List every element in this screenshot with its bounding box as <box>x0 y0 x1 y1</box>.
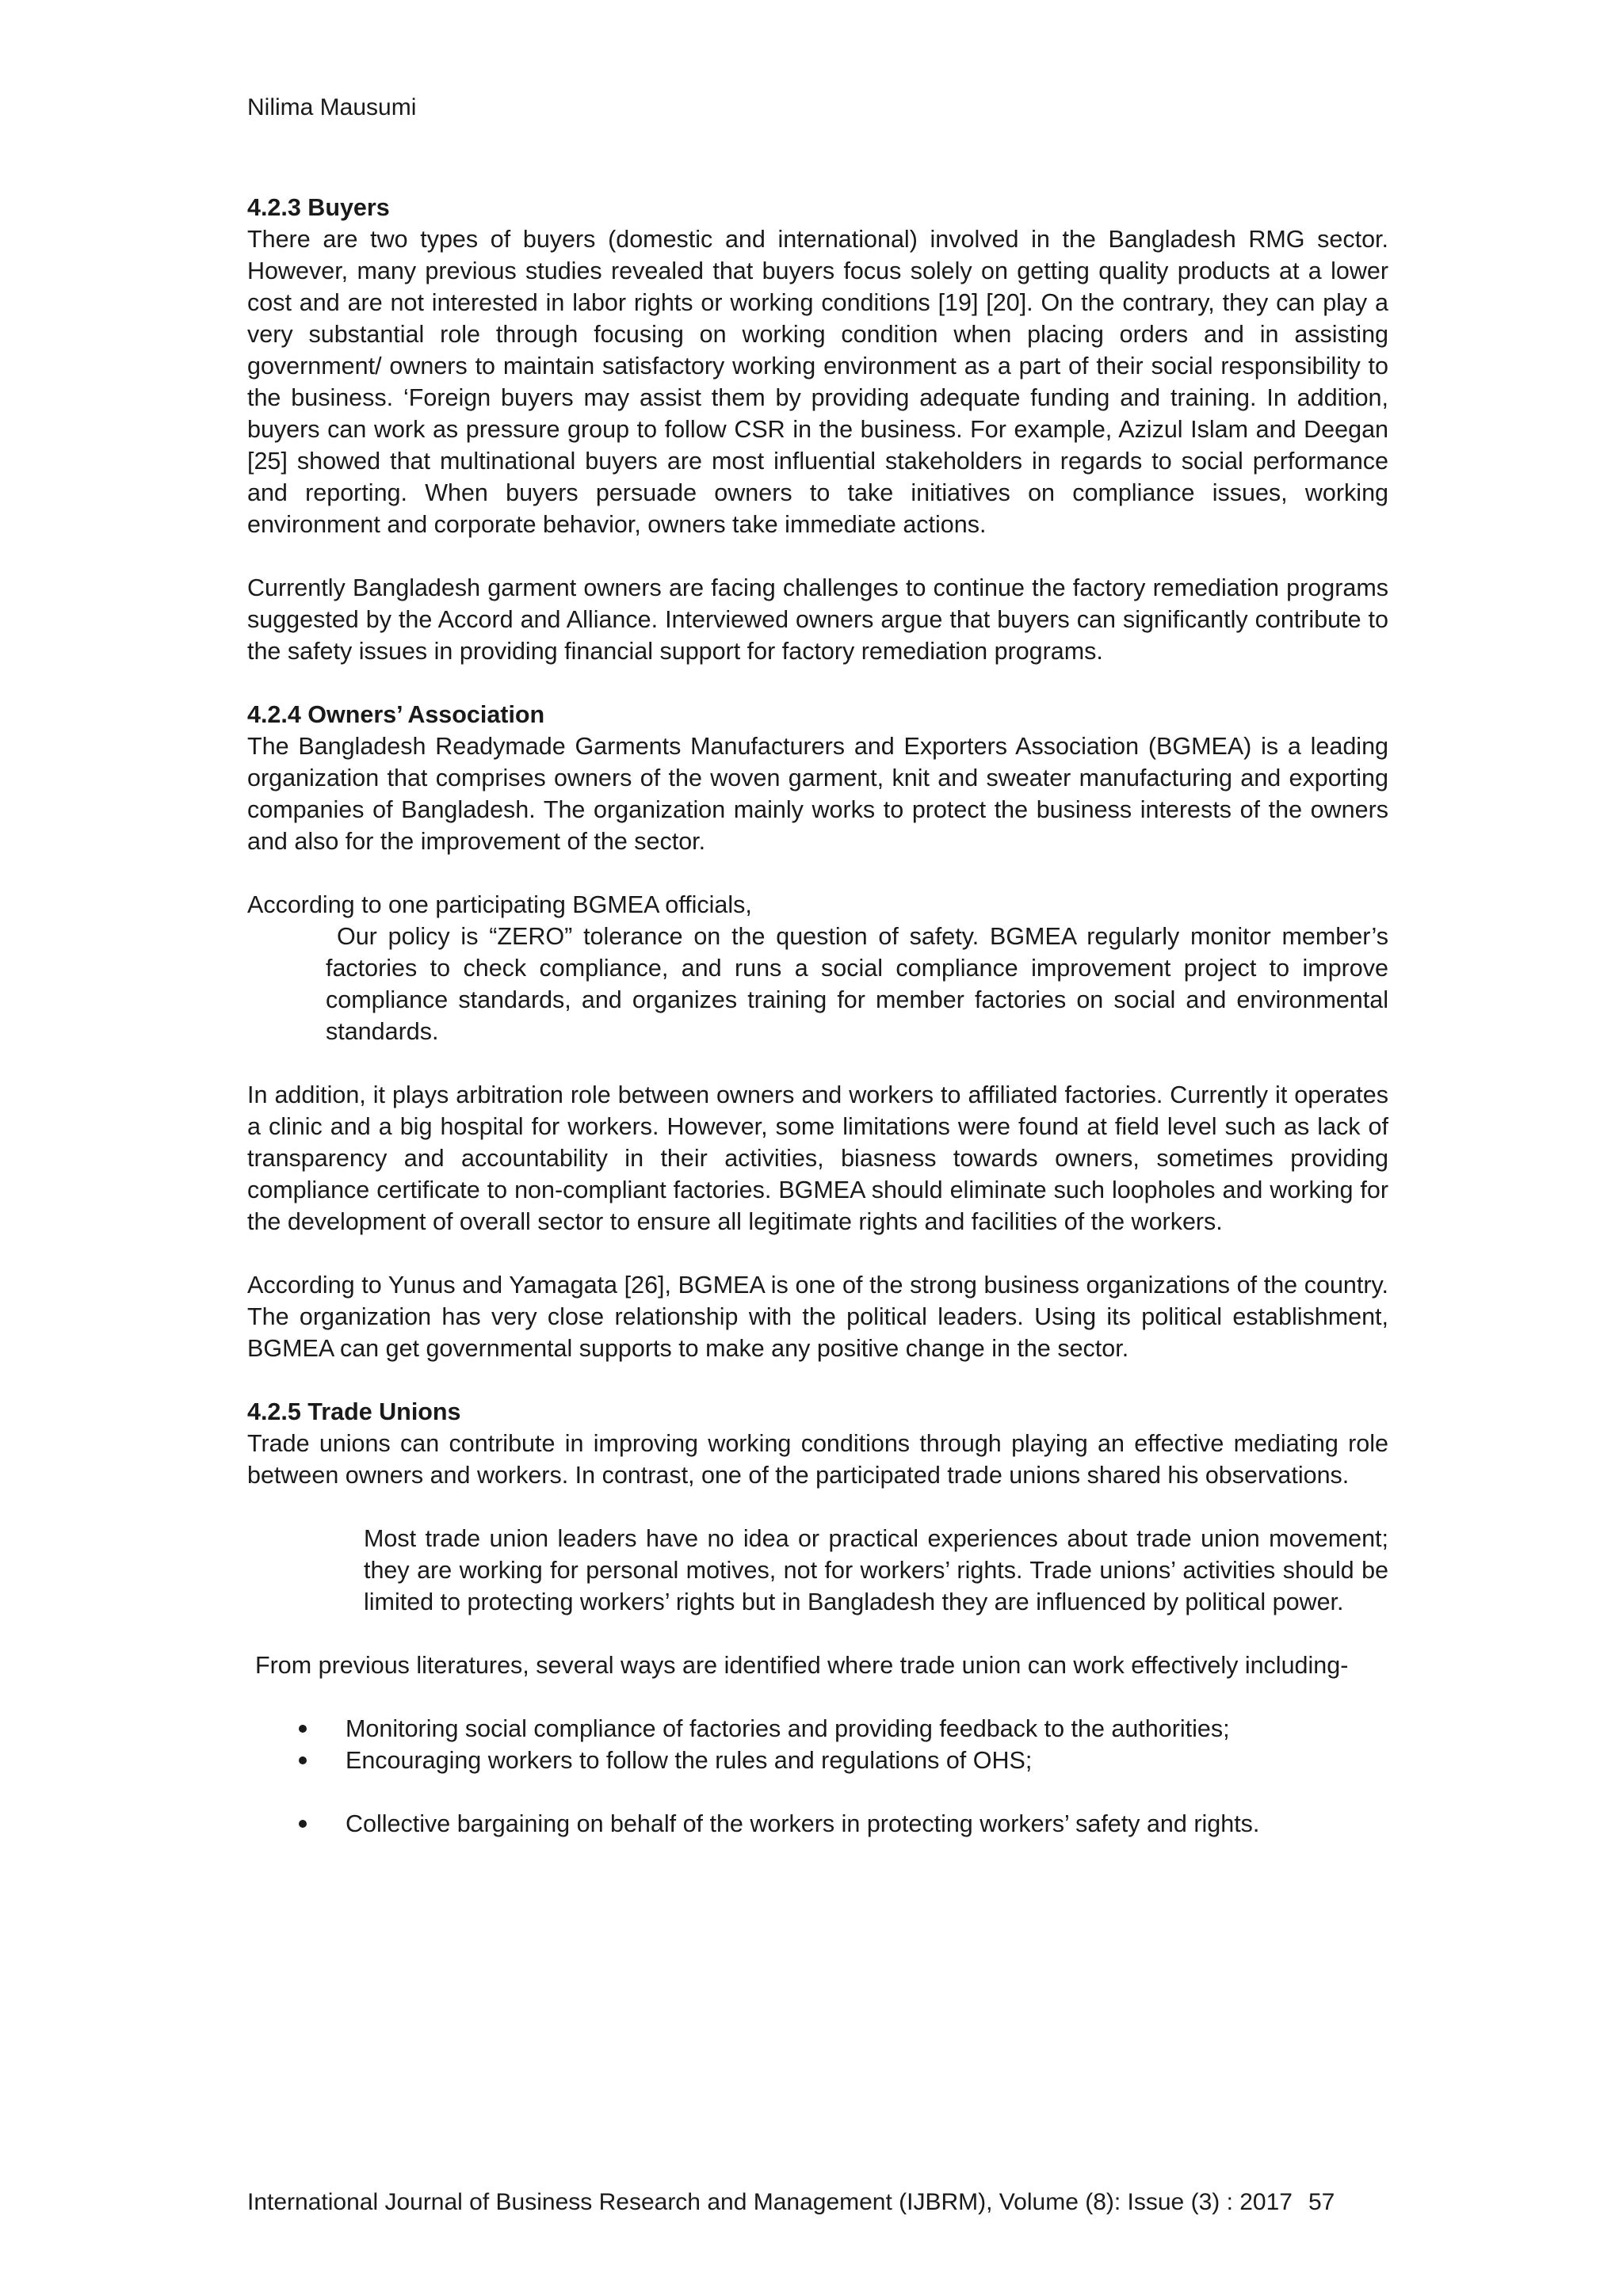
page-number: 57 <box>1308 2189 1335 2215</box>
trade-union-ways-list <box>247 1713 1388 1840</box>
bgmea-official-quote <box>326 921 1388 1047</box>
article-body <box>247 192 1388 1840</box>
trade-union-quote <box>364 1523 1388 1618</box>
bullet-icon <box>299 1820 307 1828</box>
section-heading-trade-unions: 4.2.5 Trade Unions <box>247 1398 461 1425</box>
list-item <box>247 1808 1388 1840</box>
section-heading-buyers: 4.2.3 Buyers <box>247 194 390 221</box>
owners-association-paragraph-2: In addition, it plays arbitration role between owners and workers to affiliated factories. Currently it operates a clinic and a big hospital for workers. However, some limitations were found at field level such as lack of transparency and accountability in their activities, biasness towards owners, sometimes providing compliance certificate to non-compliant factories. BGMEA should eliminate such loopholes and working for the development of overall sector to ensure all legitimate rights and facilities of the workers. <box>247 1081 1388 1235</box>
list-item-text: Monitoring social compliance of factories and providing feedback to the authorities; <box>346 1715 1230 1742</box>
owners-association-quote-intro: According to one participating BGMEA officials, <box>247 891 752 918</box>
buyers-paragraph-2: Currently Bangladesh garment owners are facing challenges to continue the factory remediation programs suggested by the Accord and Alliance. Interviewed owners argue that buyers can significantly contribute to the safety issues in providing financial support for factory remediation programs. <box>247 574 1388 665</box>
list-item-text: Encouraging workers to follow the rules and regulations of OHS; <box>346 1747 1033 1774</box>
buyers-paragraph-1: There are two types of buyers (domestic and international) involved in the Bangladesh RMG sector. However, many previous studies revealed that buyers focus solely on getting quality products at a lower cost and are not interested in labor rights or working conditions [19] [20]. On the contrary, they can play a very substantial role through focusing on working condition when placing orders and in assisting government/ owners to maintain satisfactory working environment as a part of their social responsibility to the business. ‘Foreign buyers may assist them by providing adequate funding and training. In addition, buyers can work as pressure group to follow CSR in the business. For example, Azizul Islam and Deegan [25] showed that multinational buyers are most influential stakeholders in regards to social performance and reporting. When buyers persuade owners to take initiatives on compliance issues, working environment and corporate behavior, owners take immediate actions. <box>247 226 1388 538</box>
section-heading-owners-association: 4.2.4 Owners’ Association <box>247 701 545 728</box>
list-item <box>247 1713 1388 1745</box>
owners-association-paragraph-1: The Bangladesh Readymade Garments Manufacturers and Exporters Association (BGMEA) is a leading organization that comprises owners of the woven garment, knit and sweater manufacturing and exporting companies of Bangladesh. The organization mainly works to protect the business interests of the owners and also for the improvement of the sector. <box>247 733 1388 855</box>
running-head-author: Nilima Mausumi <box>247 94 417 120</box>
list-item <box>247 1745 1388 1776</box>
owners-association-paragraph-3: According to Yunus and Yamagata [26], BGMEA is one of the strong business organizations of the country. The organization has very close relationship with the political leaders. Using its political establishment, BGMEA can get governmental supports to make any positive change in the sector. <box>247 1272 1388 1362</box>
trade-unions-paragraph-1: Trade unions can contribute in improving working conditions through playing an effective mediating role between owners and workers. In contrast, one of the participated trade unions shared his observations. <box>247 1430 1388 1489</box>
journal-citation: International Journal of Business Research and Management (IJBRM), Volume (8): Issue (3) : 2017 <box>247 2189 1293 2215</box>
page-footer <box>247 2188 1388 2217</box>
bullet-icon <box>299 1756 307 1764</box>
trade-union-quote-text: Most trade union leaders have no idea or practical experiences about trade union movement; they are working for personal motives, not for workers’ rights. Trade unions’ activities should be limited to protecting workers’ rights but in Bangladesh they are influenced by political power. <box>364 1525 1388 1615</box>
bgmea-official-quote-text: Our policy is “ZERO” tolerance on the question of safety. BGMEA regularly monitor member’s factories to check compliance, and runs a social compliance improvement project to improve compliance standards, and organizes training for member factories on social and environmental standards. <box>326 923 1388 1045</box>
list-item-text: Collective bargaining on behalf of the workers in protecting workers’ safety and rights. <box>346 1810 1260 1837</box>
trade-unions-literature-intro: From previous literatures, several ways are identified where trade union can work effectively including- <box>255 1652 1349 1679</box>
bullet-icon <box>299 1725 307 1733</box>
